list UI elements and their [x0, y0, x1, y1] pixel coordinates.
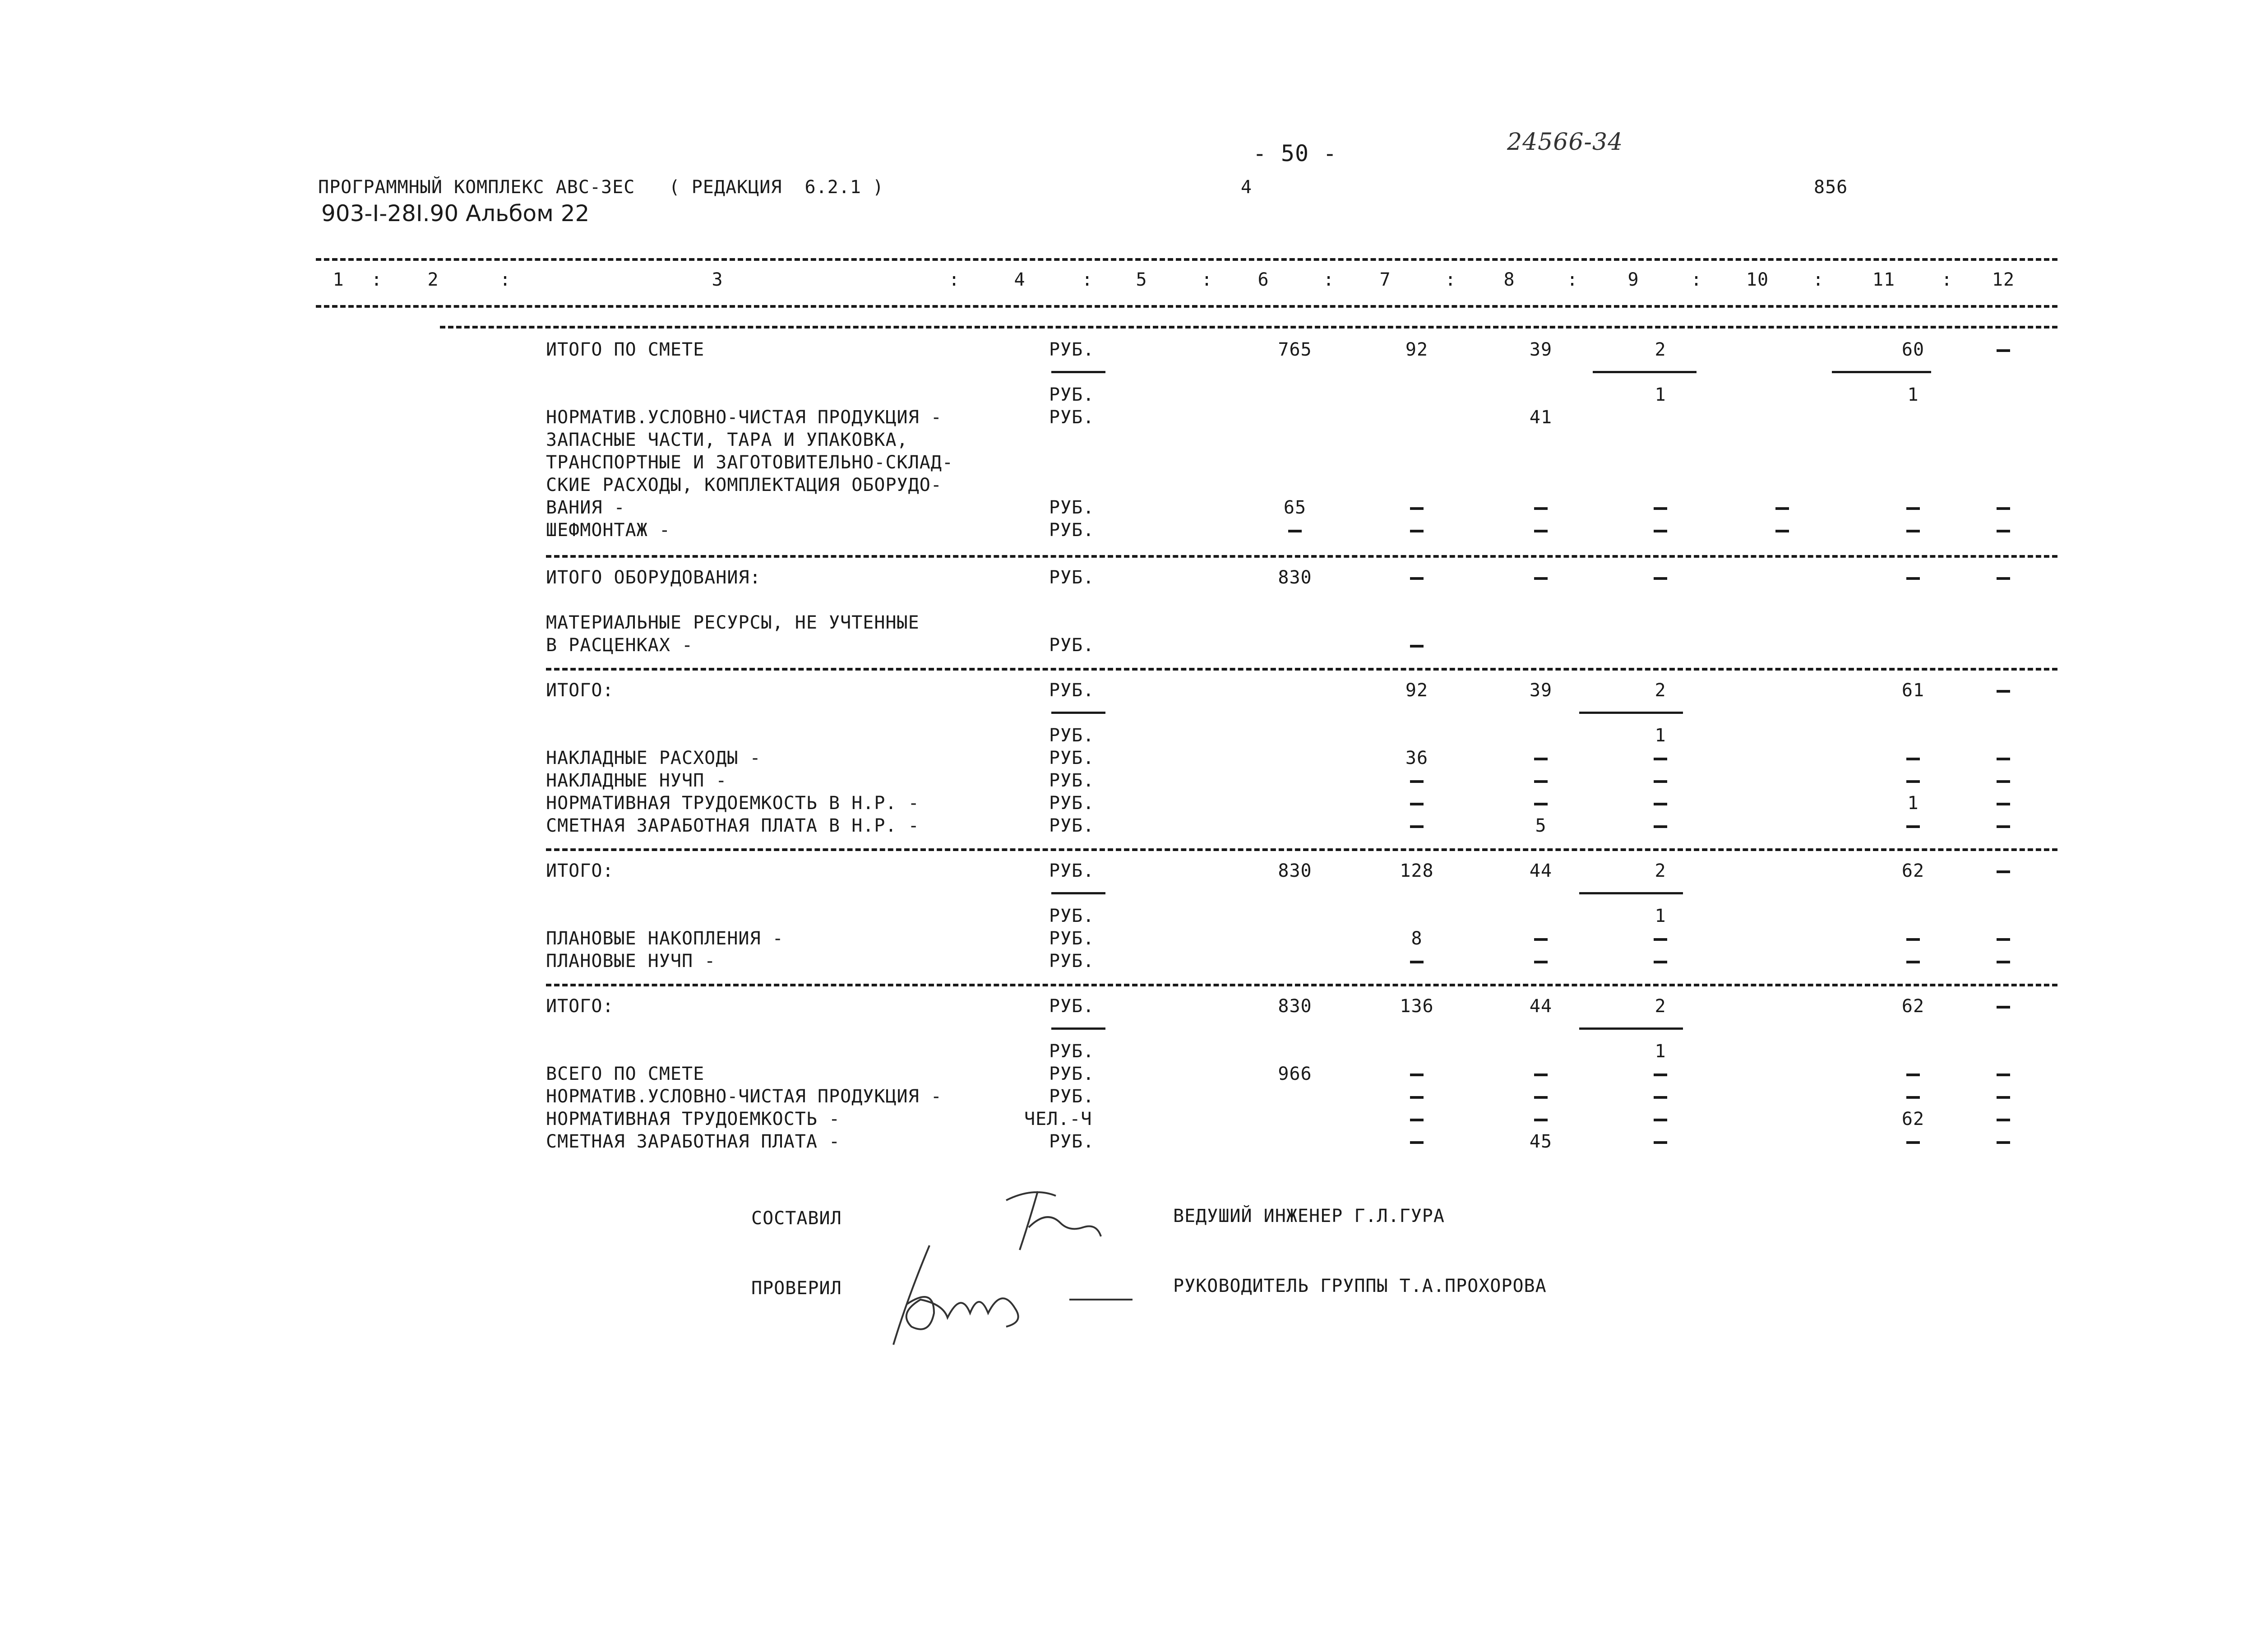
column-separator: : [1691, 269, 1702, 290]
album-line: 903-I-28I.90 Альбом 22 [321, 200, 590, 227]
row-unit: РУБ. [1049, 951, 1095, 972]
cell-value: 966 [1278, 1064, 1312, 1084]
column-separator: : [948, 269, 960, 290]
empty-dash [1534, 780, 1548, 783]
empty-dash [1534, 530, 1548, 532]
code-number: 856 [1814, 177, 1848, 198]
column-separator: : [1323, 269, 1335, 290]
empty-dash [1997, 780, 2010, 783]
cell-value: 136 [1400, 996, 1434, 1017]
compiled-label: СОСТАВИЛ [751, 1208, 842, 1229]
empty-dash [1654, 1074, 1667, 1076]
checked-label: ПРОВЕРИЛ [751, 1278, 842, 1299]
row-unit: РУБ. [1049, 567, 1095, 588]
subtotal-underline [1051, 1027, 1105, 1030]
column-separator: : [499, 269, 511, 290]
column-separator: : [1567, 269, 1578, 290]
cell-value: 1 [1907, 384, 1919, 405]
table-top-rule [440, 326, 2057, 329]
empty-dash [1410, 803, 1424, 805]
subtotal-underline [1051, 371, 1105, 373]
empty-dash [1654, 1141, 1667, 1144]
empty-dash [1654, 1119, 1667, 1121]
row-label: МАТЕРИАЛЬНЫЕ РЕСУРСЫ, НЕ УЧТЕННЫЕ [546, 612, 920, 633]
column-number: 8 [1503, 269, 1515, 290]
section-rule [546, 848, 2057, 851]
row-unit: РУБ. [1049, 725, 1095, 746]
empty-dash [1534, 507, 1548, 510]
column-separator: : [1941, 269, 1953, 290]
empty-dash [1997, 1006, 2010, 1009]
row-label: ИТОГО: [546, 996, 614, 1017]
cell-value: 44 [1529, 996, 1553, 1017]
empty-dash [1997, 870, 2010, 873]
column-separator: : [371, 269, 383, 290]
subtotal-underline [1832, 371, 1931, 373]
column-number: 7 [1379, 269, 1391, 290]
empty-dash [1654, 961, 1667, 963]
cell-value: 5 [1535, 815, 1547, 836]
column-number: 9 [1627, 269, 1639, 290]
empty-dash [1906, 825, 1920, 828]
empty-dash [1775, 507, 1789, 510]
empty-dash [1654, 803, 1667, 805]
empty-dash [1410, 1119, 1424, 1121]
empty-dash [1654, 577, 1667, 580]
cell-value: 8 [1411, 928, 1423, 949]
empty-dash [1654, 938, 1667, 941]
subtotal-underline [1579, 1027, 1683, 1030]
cell-value: 62 [1901, 1109, 1925, 1129]
compiled-by: ВЕДУШИЙ ИНЖЕНЕР Г.Л.ГУРА [1173, 1206, 1445, 1226]
section-rule [546, 555, 2057, 558]
row-label: НОРМАТИВ.УСЛОВНО-ЧИСТАЯ ПРОДУКЦИЯ - [546, 1086, 942, 1107]
cell-value: 36 [1405, 748, 1428, 768]
column-number: 11 [1872, 269, 1895, 290]
row-unit: РУБ. [1049, 1041, 1095, 1062]
cell-value: 128 [1400, 861, 1434, 881]
empty-dash [1906, 758, 1920, 760]
empty-dash [1534, 803, 1548, 805]
empty-dash [1410, 530, 1424, 532]
empty-dash [1534, 1096, 1548, 1099]
empty-dash [1534, 961, 1548, 963]
row-label: НОРМАТИВ.УСЛОВНО-ЧИСТАЯ ПРОДУКЦИЯ - [546, 407, 942, 428]
cell-value: 39 [1529, 680, 1553, 701]
empty-dash [1997, 530, 2010, 532]
row-unit: РУБ. [1049, 815, 1095, 836]
empty-dash [1534, 938, 1548, 941]
row-unit: РУБ. [1049, 996, 1095, 1017]
empty-dash [1410, 1096, 1424, 1099]
cell-value: 1 [1655, 1041, 1666, 1062]
empty-dash [1997, 507, 2010, 510]
empty-dash [1997, 577, 2010, 580]
cell-value: 65 [1283, 497, 1307, 518]
empty-dash [1654, 825, 1667, 828]
empty-dash [1906, 780, 1920, 783]
row-unit: РУБ. [1049, 520, 1095, 541]
empty-dash [1534, 1119, 1548, 1121]
signature-checked [880, 1236, 1160, 1354]
empty-dash [1410, 577, 1424, 580]
row-label: СМЕТНАЯ ЗАРАБОТНАЯ ПЛАТА В Н.Р. - [546, 815, 920, 836]
column-number: 6 [1257, 269, 1269, 290]
row-unit: РУБ. [1049, 635, 1095, 656]
empty-dash [1997, 961, 2010, 963]
column-separator: : [1812, 269, 1824, 290]
subtotal-underline [1051, 892, 1105, 894]
row-label: НАКЛАДНЫЕ НУЧП - [546, 770, 727, 791]
cell-value: 830 [1278, 861, 1312, 881]
sheet-number: 4 [1241, 177, 1253, 198]
empty-dash [1410, 825, 1424, 828]
cell-value: 830 [1278, 996, 1312, 1017]
empty-dash [1906, 1096, 1920, 1099]
empty-dash [1997, 1074, 2010, 1076]
header-top-rule [316, 258, 2057, 261]
cell-value: 2 [1655, 996, 1666, 1017]
row-label: В РАСЦЕНКАХ - [546, 635, 693, 656]
row-unit: ЧЕЛ.-Ч [1024, 1109, 1092, 1129]
empty-dash [1906, 530, 1920, 532]
column-number: 3 [712, 269, 723, 290]
row-unit: РУБ. [1049, 384, 1095, 405]
empty-dash [1906, 1074, 1920, 1076]
row-label: ПЛАНОВЫЕ НАКОПЛЕНИЯ - [546, 928, 784, 949]
empty-dash [1997, 825, 2010, 828]
empty-dash [1997, 1141, 2010, 1144]
cell-value: 60 [1901, 339, 1925, 360]
cell-value: 1 [1907, 793, 1919, 814]
program-header: ПРОГРАММНЫЙ КОМПЛЕКС АВС-3ЕС ( РЕДАКЦИЯ 6.2.1 ) [318, 177, 884, 198]
row-label: ИТОГО: [546, 861, 614, 881]
row-unit: РУБ. [1049, 497, 1095, 518]
column-separator: : [1082, 269, 1093, 290]
empty-dash [1906, 938, 1920, 941]
row-label: НОРМАТИВНАЯ ТРУДОЕМКОСТЬ - [546, 1109, 841, 1129]
column-number: 12 [1992, 269, 2015, 290]
row-label: СМЕТНАЯ ЗАРАБОТНАЯ ПЛАТА - [546, 1131, 841, 1152]
subtotal-underline [1579, 712, 1683, 714]
row-unit: РУБ. [1049, 793, 1095, 814]
empty-dash [1654, 758, 1667, 760]
cell-value: 39 [1529, 339, 1553, 360]
column-separator: : [1445, 269, 1456, 290]
row-unit: РУБ. [1049, 861, 1095, 881]
row-unit: РУБ. [1049, 407, 1095, 428]
empty-dash [1410, 645, 1424, 648]
row-label: НАКЛАДНЫЕ РАСХОДЫ - [546, 748, 761, 768]
checked-by: РУКОВОДИТЕЛЬ ГРУППЫ Т.А.ПРОХОРОВА [1173, 1276, 1547, 1296]
column-number: 2 [427, 269, 439, 290]
empty-dash [1997, 1096, 2010, 1099]
cell-value: 62 [1901, 861, 1925, 881]
row-unit: РУБ. [1049, 906, 1095, 926]
empty-dash [1654, 780, 1667, 783]
empty-dash [1410, 961, 1424, 963]
row-label: ИТОГО: [546, 680, 614, 701]
empty-dash [1410, 1074, 1424, 1076]
section-rule [546, 668, 2057, 671]
cell-value: 2 [1655, 680, 1666, 701]
cell-value: 1 [1655, 906, 1666, 926]
cell-value: 44 [1529, 861, 1553, 881]
row-label: ТРАНСПОРТНЫЕ И ЗАГОТОВИТЕЛЬНО-СКЛАД- [546, 452, 953, 473]
row-label: ШЕФМОНТАЖ - [546, 520, 670, 541]
row-unit: РУБ. [1049, 339, 1095, 360]
cell-value: 2 [1655, 339, 1666, 360]
row-label: ВАНИЯ - [546, 497, 625, 518]
row-label: ПЛАНОВЫЕ НУЧП - [546, 951, 716, 972]
row-label: ВСЕГО ПО СМЕТЕ [546, 1064, 705, 1084]
empty-dash [1410, 507, 1424, 510]
cell-value: 2 [1655, 861, 1666, 881]
subtotal-underline [1051, 712, 1105, 714]
column-number: 4 [1014, 269, 1026, 290]
cell-value: 45 [1529, 1131, 1553, 1152]
cell-value: 61 [1901, 680, 1925, 701]
cell-value: 1 [1655, 725, 1666, 746]
row-label: ИТОГО ОБОРУДОВАНИЯ: [546, 567, 761, 588]
page-number: - 50 - [1253, 140, 1337, 167]
cell-value: 1 [1655, 384, 1666, 405]
empty-dash [1997, 1119, 2010, 1121]
row-unit: РУБ. [1049, 1064, 1095, 1084]
cell-value: 765 [1278, 339, 1312, 360]
subtotal-underline [1579, 892, 1683, 894]
column-number: 10 [1746, 269, 1769, 290]
empty-dash [1534, 577, 1548, 580]
empty-dash [1288, 530, 1302, 532]
empty-dash [1906, 577, 1920, 580]
cell-value: 830 [1278, 567, 1312, 588]
empty-dash [1997, 349, 2010, 352]
column-number: 5 [1136, 269, 1147, 290]
row-unit: РУБ. [1049, 928, 1095, 949]
empty-dash [1997, 758, 2010, 760]
column-separator: : [1201, 269, 1213, 290]
empty-dash [1654, 507, 1667, 510]
subtotal-underline [1593, 371, 1697, 373]
empty-dash [1534, 1074, 1548, 1076]
empty-dash [1775, 530, 1789, 532]
empty-dash [1654, 530, 1667, 532]
row-unit: РУБ. [1049, 680, 1095, 701]
column-number: 1 [333, 269, 344, 290]
cell-value: 92 [1405, 339, 1428, 360]
row-unit: РУБ. [1049, 1131, 1095, 1152]
row-label: ЗАПАСНЫЕ ЧАСТИ, ТАРА И УПАКОВКА, [546, 430, 908, 450]
row-unit: РУБ. [1049, 1086, 1095, 1107]
row-unit: РУБ. [1049, 748, 1095, 768]
row-unit: РУБ. [1049, 770, 1095, 791]
empty-dash [1906, 961, 1920, 963]
document-number: 24566-34 [1507, 129, 1623, 156]
empty-dash [1410, 1141, 1424, 1144]
row-label: СКИЕ РАСХОДЫ, КОМПЛЕКТАЦИЯ ОБОРУДО- [546, 475, 942, 495]
empty-dash [1997, 938, 2010, 941]
empty-dash [1906, 1141, 1920, 1144]
empty-dash [1997, 690, 2010, 693]
row-label: НОРМАТИВНАЯ ТРУДОЕМКОСТЬ В Н.Р. - [546, 793, 920, 814]
empty-dash [1906, 507, 1920, 510]
cell-value: 41 [1529, 407, 1553, 428]
row-label: ИТОГО ПО СМЕТЕ [546, 339, 705, 360]
section-rule [546, 984, 2057, 986]
cell-value: 92 [1405, 680, 1428, 701]
empty-dash [1654, 1096, 1667, 1099]
header-bottom-rule [316, 305, 2057, 308]
empty-dash [1997, 803, 2010, 805]
empty-dash [1410, 780, 1424, 783]
empty-dash [1534, 758, 1548, 760]
cell-value: 62 [1901, 996, 1925, 1017]
